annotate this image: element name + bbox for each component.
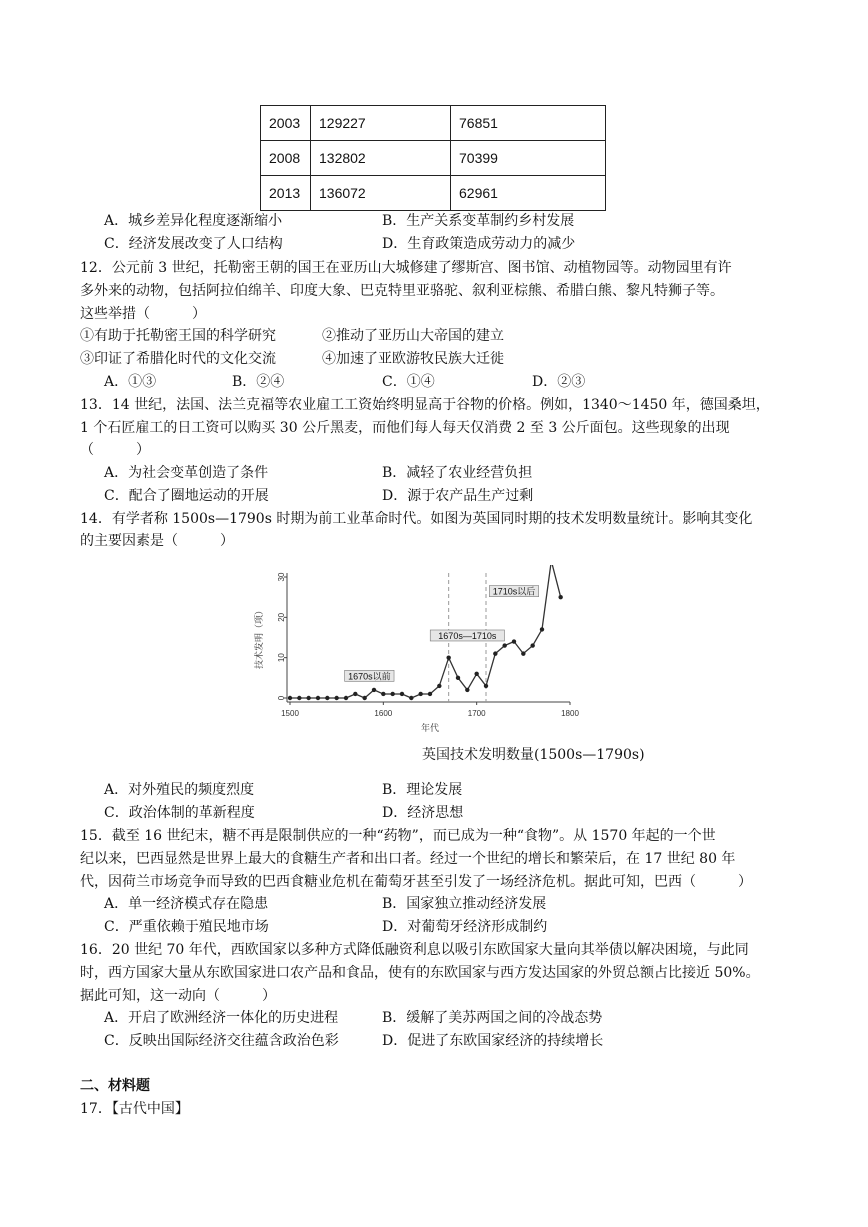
data-point — [381, 692, 385, 696]
q13-stem-line: （ ） — [80, 442, 150, 458]
q13-stem-line: 1 个石匠雇工的日工资可以购买 30 公斤黑麦，而他们每人每天仅消费 2 至 3 公斤面包。这些现象的出现 — [80, 420, 730, 436]
y-tick-label: 10 — [277, 653, 286, 663]
y-axis-label: 技术发明（项） — [254, 605, 264, 670]
data-point — [306, 696, 310, 700]
q14-option-b: B．理论发展 — [382, 782, 463, 798]
q12-option-a: A．①③ — [104, 374, 157, 390]
data-point — [288, 696, 292, 700]
data-point — [456, 676, 460, 680]
data-point — [530, 643, 534, 647]
q12-option-b: B．②④ — [232, 374, 285, 390]
x-tick-label: 1600 — [374, 709, 393, 718]
q12-option-d: D．②③ — [532, 374, 586, 390]
q12-stem-line: 这些举措（ ） — [80, 306, 206, 322]
q16-stem-line: 据此可知，这一动向（ ） — [80, 988, 276, 1004]
period-label: 1670s以前 — [348, 671, 391, 682]
invention-line-chart — [240, 565, 590, 735]
q12-item-2: ②推动了亚历山大帝国的建立 — [322, 328, 504, 344]
chart-series — [288, 565, 563, 700]
data-point — [316, 696, 320, 700]
data-point — [493, 651, 497, 655]
data-point — [390, 692, 394, 696]
q14-option-d: D．经济思想 — [382, 805, 464, 821]
data-point — [400, 692, 404, 696]
period-label: 1710s以后 — [492, 586, 536, 597]
table-cell: 2008 — [261, 141, 311, 176]
q11-option-b: B．生产关系变革制约乡村发展 — [382, 213, 575, 229]
data-point — [474, 672, 478, 676]
data-point — [334, 696, 338, 700]
q15-stem-line: 15．截至 16 世纪末，糖不再是限制供应的一种“药物”，而已成为一种“食物”。从 1570 年起的一个世 — [80, 828, 716, 844]
data-point — [484, 684, 488, 688]
data-point — [437, 684, 441, 688]
x-axis-label: 年代 — [420, 723, 440, 733]
q15-option-c: C．严重依赖于殖民地市场 — [104, 919, 269, 935]
q17-heading: 17．【古代中国】 — [80, 1101, 189, 1117]
data-point — [353, 692, 357, 696]
q12-item-4: ④加速了亚欧游牧民族大迁徙 — [322, 351, 504, 367]
q14-stem-line: 14．有学者称 1500s—1790s 时期为前工业革命时代。如图为英国同时期的技术发明数量统计。影响其变化 — [80, 511, 753, 527]
q12-item-1: ①有助于托勒密王国的科学研究 — [80, 328, 276, 344]
q15-stem-line: 纪以来，巴西显然是世界上最大的食糖生产者和出口者。经过一个世纪的增长和繁荣后，在 17 世纪 80 年 — [80, 851, 736, 867]
q13-option-b: B．减轻了农业经营负担 — [382, 465, 533, 481]
table-cell: 132802 — [311, 141, 451, 176]
q15-option-d: D．对葡萄牙经济形成制约 — [382, 919, 548, 935]
data-point — [446, 655, 450, 659]
x-tick-label: 1500 — [281, 709, 299, 718]
data-point — [502, 643, 506, 647]
q15-option-b: B．国家独立推动经济发展 — [382, 896, 547, 912]
q11-option-d: D．生育政策造成劳动力的减少 — [382, 236, 576, 252]
population-table — [260, 105, 606, 211]
q16-option-b: B．缓解了美苏两国之间的冷战态势 — [382, 1010, 603, 1026]
period-label: 1670s—1710s — [438, 630, 497, 641]
q13-option-a: A．为社会变革创造了条件 — [104, 465, 269, 481]
table-cell: 2003 — [261, 106, 311, 141]
q13-option-c: C．配合了圈地运动的开展 — [104, 488, 269, 504]
q16-option-c: C．反映出国际经济交往蕴含政治色彩 — [104, 1033, 339, 1049]
table-cell: 70399 — [451, 141, 606, 176]
data-point — [521, 651, 525, 655]
q12-stem-line: 12．公元前 3 世纪，托勒密王朝的国王在亚历山大城修建了缪斯宫、图书馆、动植物园等。动物园里有许 — [80, 260, 732, 276]
table-cell: 129227 — [311, 106, 451, 141]
section-title: 二、材料题 — [80, 1078, 150, 1094]
data-point — [362, 696, 366, 700]
q12-item-3: ③印证了希腊化时代的文化交流 — [80, 351, 276, 367]
q16-stem-line: 时，西方国家大量从东欧国家进口农产品和食品，使有的东欧国家与西方发达国家的外贸总额占比接近 50%。 — [80, 965, 760, 981]
q13-stem-line: 13．14 世纪，法国、法兰克福等农业雇工工资始终明显高于谷物的价格。例如，1340～1450 年，德国桑坦， — [80, 397, 770, 413]
q16-option-d: D．促进了东欧国家经济的持续增长 — [382, 1033, 604, 1049]
table-row — [261, 141, 606, 176]
data-point — [344, 696, 348, 700]
y-tick-label: 0 — [277, 695, 286, 701]
data-point — [297, 696, 301, 700]
q14-stem-line: 的主要因素是（ ） — [80, 533, 234, 549]
x-tick-label: 1700 — [467, 709, 486, 718]
q12-option-c: C．①④ — [382, 374, 435, 390]
table-cell: 2013 — [261, 176, 311, 211]
table-row — [261, 176, 606, 211]
q11-option-c: C．经济发展改变了人口结构 — [104, 236, 283, 252]
data-point — [512, 639, 516, 643]
q15-stem-line: 代，因荷兰市场竞争而导致的巴西食糖业危机在葡萄牙甚至引发了一场经济危机。据此可知，巴西（ ） — [80, 874, 752, 890]
data-point — [558, 595, 562, 599]
table-cell: 62961 — [451, 176, 606, 211]
q16-stem-line: 16．20 世纪 70 年代，西欧国家以多种方式降低融资利息以吸引东欧国家大量向其举债以解决困境，与此同 — [80, 942, 749, 958]
q13-option-d: D．源于农产品生产过剩 — [382, 488, 534, 504]
data-point — [540, 627, 544, 631]
data-point — [465, 688, 469, 692]
table-cell: 76851 — [451, 106, 606, 141]
data-point — [325, 696, 329, 700]
q15-option-a: A．单一经济模式存在隐患 — [104, 896, 269, 912]
data-point — [418, 692, 422, 696]
data-point — [372, 688, 376, 692]
q14-option-a: A．对外殖民的频度烈度 — [104, 782, 255, 798]
q16-option-a: A．开启了欧洲经济一体化的历史进程 — [104, 1010, 339, 1026]
q12-stem-line: 多外来的动物，包括阿拉伯绵羊、印度大象、巴克特里亚骆驼、叙利亚棕熊、希腊白熊、黎凡特狮子等。 — [80, 283, 724, 299]
q14-option-c: C．政治体制的革新程度 — [104, 805, 255, 821]
period-labels — [345, 586, 539, 682]
series-line — [290, 565, 561, 698]
chart-caption: 英国技术发明数量(1500s—1790s) — [422, 747, 645, 763]
table-cell: 136072 — [311, 176, 451, 211]
y-tick-label: 30 — [277, 572, 286, 582]
data-point — [428, 692, 432, 696]
q11-option-a: A．城乡差异化程度逐渐缩小 — [104, 213, 283, 229]
y-tick-label: 20 — [277, 612, 286, 622]
table-row — [261, 106, 606, 141]
x-tick-label: 1800 — [561, 709, 579, 718]
data-point — [409, 696, 413, 700]
